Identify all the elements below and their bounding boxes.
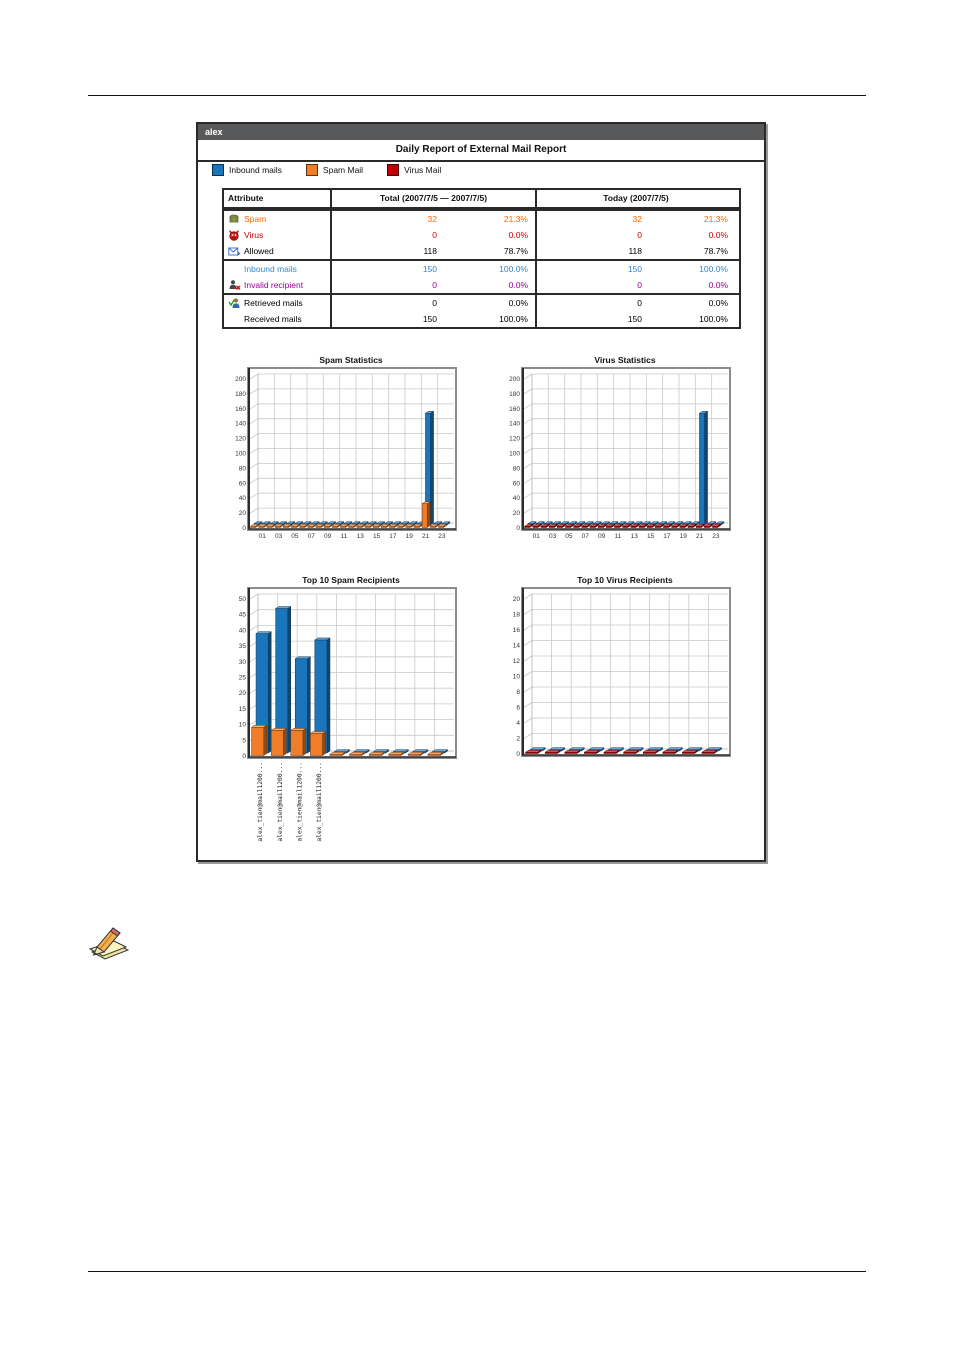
svg-text:30: 30 — [238, 658, 246, 666]
row-label: Invalid recipient — [244, 280, 304, 290]
svg-text:10: 10 — [512, 673, 520, 681]
svg-text:200: 200 — [509, 376, 520, 383]
report-title: Daily Report of External Mail Report — [198, 140, 764, 162]
retrieved-mails-icon — [227, 297, 241, 309]
col-header-attribute: Attribute — [228, 193, 264, 203]
svg-text:alex_tien@mail1200...: alex_tien@mail1200... — [315, 762, 323, 842]
svg-text:200: 200 — [235, 376, 246, 383]
top10-virus-recipients-plot — [500, 586, 732, 768]
summary-table — [222, 188, 741, 329]
blank-icon — [227, 263, 241, 275]
today-pct: 100.0% — [699, 264, 728, 274]
chart-title: Spam Statistics — [319, 355, 383, 365]
invalid-recipient-icon — [227, 279, 241, 291]
legend-label: Virus Mail — [404, 165, 442, 175]
svg-text:160: 160 — [509, 405, 520, 413]
virus-swatch-icon — [387, 164, 399, 176]
svg-text:140: 140 — [509, 420, 520, 428]
chart-title: Virus Statistics — [594, 355, 656, 365]
table-header-row — [224, 190, 739, 209]
svg-text:13: 13 — [630, 533, 638, 540]
svg-text:15: 15 — [646, 533, 655, 540]
svg-text:09: 09 — [597, 533, 606, 540]
window-title: alex — [205, 127, 223, 137]
row-label: Spam — [244, 214, 267, 224]
svg-text:60: 60 — [512, 480, 520, 488]
svg-text:2: 2 — [516, 735, 520, 743]
row-label: Retrieved mails — [244, 298, 303, 308]
table-row-spam — [224, 211, 739, 227]
report-window — [196, 122, 766, 862]
svg-text:17: 17 — [389, 533, 397, 540]
row-label: Inbound mails — [244, 264, 297, 274]
svg-text:16: 16 — [512, 627, 520, 634]
svg-text:0: 0 — [242, 525, 246, 532]
svg-text:80: 80 — [512, 465, 520, 473]
total-pct: 0.0% — [508, 298, 528, 308]
total-count: 150 — [422, 314, 437, 324]
svg-text:23: 23 — [438, 533, 446, 540]
svg-text:01: 01 — [258, 533, 266, 540]
svg-text:80: 80 — [238, 465, 246, 473]
svg-text:14: 14 — [512, 642, 520, 650]
svg-text:07: 07 — [581, 533, 589, 540]
today-pct: 100.0% — [699, 314, 728, 324]
total-count: 118 — [423, 246, 437, 256]
total-pct: 21.3% — [503, 214, 528, 224]
table-row-virus — [224, 227, 739, 243]
today-pct: 0.0% — [708, 280, 728, 290]
today-count: 150 — [627, 264, 642, 274]
spam-statistics-chart — [226, 354, 458, 561]
note-icon — [84, 924, 130, 971]
today-pct: 0.0% — [708, 298, 728, 308]
total-count: 150 — [422, 264, 437, 274]
total-count: 0 — [432, 298, 437, 308]
total-pct: 78.7% — [503, 246, 528, 256]
today-pct: 78.7% — [703, 246, 728, 256]
svg-text:20: 20 — [512, 596, 520, 603]
today-pct: 21.3% — [703, 214, 728, 224]
today-count: 0 — [637, 230, 642, 240]
svg-text:50: 50 — [238, 596, 246, 603]
total-pct: 100.0% — [499, 314, 528, 324]
virus-icon — [227, 229, 241, 241]
svg-text:100: 100 — [235, 450, 246, 458]
svg-text:5: 5 — [242, 737, 246, 745]
total-pct: 100.0% — [499, 264, 528, 274]
svg-text:19: 19 — [679, 533, 687, 540]
total-pct: 0.0% — [508, 280, 528, 290]
today-count: 0 — [637, 298, 642, 308]
svg-text:03: 03 — [548, 533, 557, 540]
table-row-invalid-recipient — [224, 277, 739, 293]
total-count: 0 — [432, 230, 437, 240]
svg-text:alex_tien@mail1200...: alex_tien@mail1200... — [276, 762, 284, 842]
svg-text:09: 09 — [323, 533, 332, 540]
legend-item-inbound — [212, 164, 282, 176]
svg-text:100: 100 — [509, 450, 520, 458]
svg-text:alex_tien@mail1200...: alex_tien@mail1200... — [257, 762, 265, 842]
svg-text:180: 180 — [509, 390, 520, 398]
svg-text:12: 12 — [512, 658, 520, 665]
row-label: Allowed — [244, 246, 274, 256]
top10-spam-recipients-chart — [226, 574, 458, 861]
spam-swatch-icon — [306, 164, 318, 176]
svg-text:alex_tien@mail1200...: alex_tien@mail1200... — [296, 762, 304, 842]
svg-text:6: 6 — [516, 704, 520, 712]
total-count: 0 — [432, 280, 437, 290]
svg-text:20: 20 — [512, 510, 520, 518]
legend-item-spam — [306, 164, 363, 176]
svg-text:15: 15 — [372, 533, 381, 540]
svg-text:17: 17 — [663, 533, 671, 540]
table-row-received-mails — [224, 311, 739, 327]
total-pct: 0.0% — [508, 230, 528, 240]
chart-title: Top 10 Spam Recipients — [302, 575, 400, 585]
svg-text:13: 13 — [356, 533, 364, 540]
svg-text:05: 05 — [565, 533, 573, 540]
svg-text:45: 45 — [238, 611, 246, 619]
header-rule — [88, 95, 866, 96]
svg-text:0: 0 — [516, 751, 520, 758]
blank-icon — [227, 313, 241, 325]
svg-text:07: 07 — [307, 533, 315, 540]
today-count: 150 — [627, 314, 642, 324]
svg-text:21: 21 — [421, 533, 430, 540]
svg-text:20: 20 — [238, 510, 246, 518]
virus-statistics-chart — [500, 354, 732, 561]
window-titlebar — [198, 124, 764, 140]
svg-text:20: 20 — [238, 690, 246, 698]
table-group-inbound — [224, 259, 739, 293]
col-header-today: Today (2007/7/5) — [535, 190, 735, 207]
legend — [212, 164, 441, 176]
inbound-swatch-icon — [212, 164, 224, 176]
svg-text:40: 40 — [238, 627, 246, 635]
svg-text:40: 40 — [238, 495, 246, 503]
today-count: 0 — [637, 280, 642, 290]
table-row-inbound-mails — [224, 261, 739, 277]
svg-text:140: 140 — [235, 420, 246, 428]
svg-text:11: 11 — [614, 533, 622, 540]
legend-label: Inbound mails — [229, 165, 282, 175]
svg-text:120: 120 — [509, 435, 520, 443]
today-count: 118 — [628, 246, 642, 256]
row-label: Virus — [244, 230, 264, 240]
table-group-filter-results — [224, 209, 739, 259]
svg-text:11: 11 — [340, 533, 348, 540]
legend-item-virus — [387, 164, 441, 176]
svg-text:03: 03 — [274, 533, 283, 540]
svg-text:4: 4 — [516, 720, 520, 727]
chart-title: Top 10 Virus Recipients — [577, 575, 673, 585]
svg-text:10: 10 — [238, 721, 246, 729]
svg-text:18: 18 — [512, 611, 520, 619]
svg-text:23: 23 — [712, 533, 720, 540]
svg-text:120: 120 — [235, 435, 246, 443]
top10-spam-recipients-plot — [226, 586, 458, 856]
svg-text:0: 0 — [516, 525, 520, 532]
spam-statistics-plot — [226, 366, 458, 556]
svg-text:19: 19 — [405, 533, 413, 540]
legend-label: Spam Mail — [322, 165, 364, 175]
total-count: 32 — [427, 214, 437, 224]
svg-text:180: 180 — [235, 390, 246, 398]
spam-icon — [227, 213, 241, 225]
svg-text:05: 05 — [291, 533, 299, 540]
svg-text:160: 160 — [235, 405, 246, 413]
today-pct: 0.0% — [708, 230, 728, 240]
svg-text:15: 15 — [238, 705, 246, 713]
svg-text:8: 8 — [516, 689, 520, 696]
table-row-allowed — [224, 243, 739, 259]
table-row-retrieved-mails — [224, 295, 739, 311]
svg-text:40: 40 — [512, 495, 520, 503]
top10-virus-recipients-chart — [500, 574, 732, 773]
table-group-received — [224, 293, 739, 327]
svg-text:25: 25 — [238, 674, 246, 682]
svg-text:60: 60 — [238, 480, 246, 488]
footer-rule — [88, 1271, 866, 1272]
col-header-total: Total (2007/7/5 — 2007/7/5) — [330, 190, 535, 207]
today-count: 32 — [632, 214, 642, 224]
virus-statistics-plot — [500, 366, 732, 556]
row-label: Received mails — [244, 314, 302, 324]
svg-text:01: 01 — [532, 533, 540, 540]
svg-text:35: 35 — [238, 643, 246, 651]
svg-text:0: 0 — [242, 753, 246, 760]
svg-text:21: 21 — [695, 533, 704, 540]
allowed-mail-icon — [227, 245, 241, 257]
